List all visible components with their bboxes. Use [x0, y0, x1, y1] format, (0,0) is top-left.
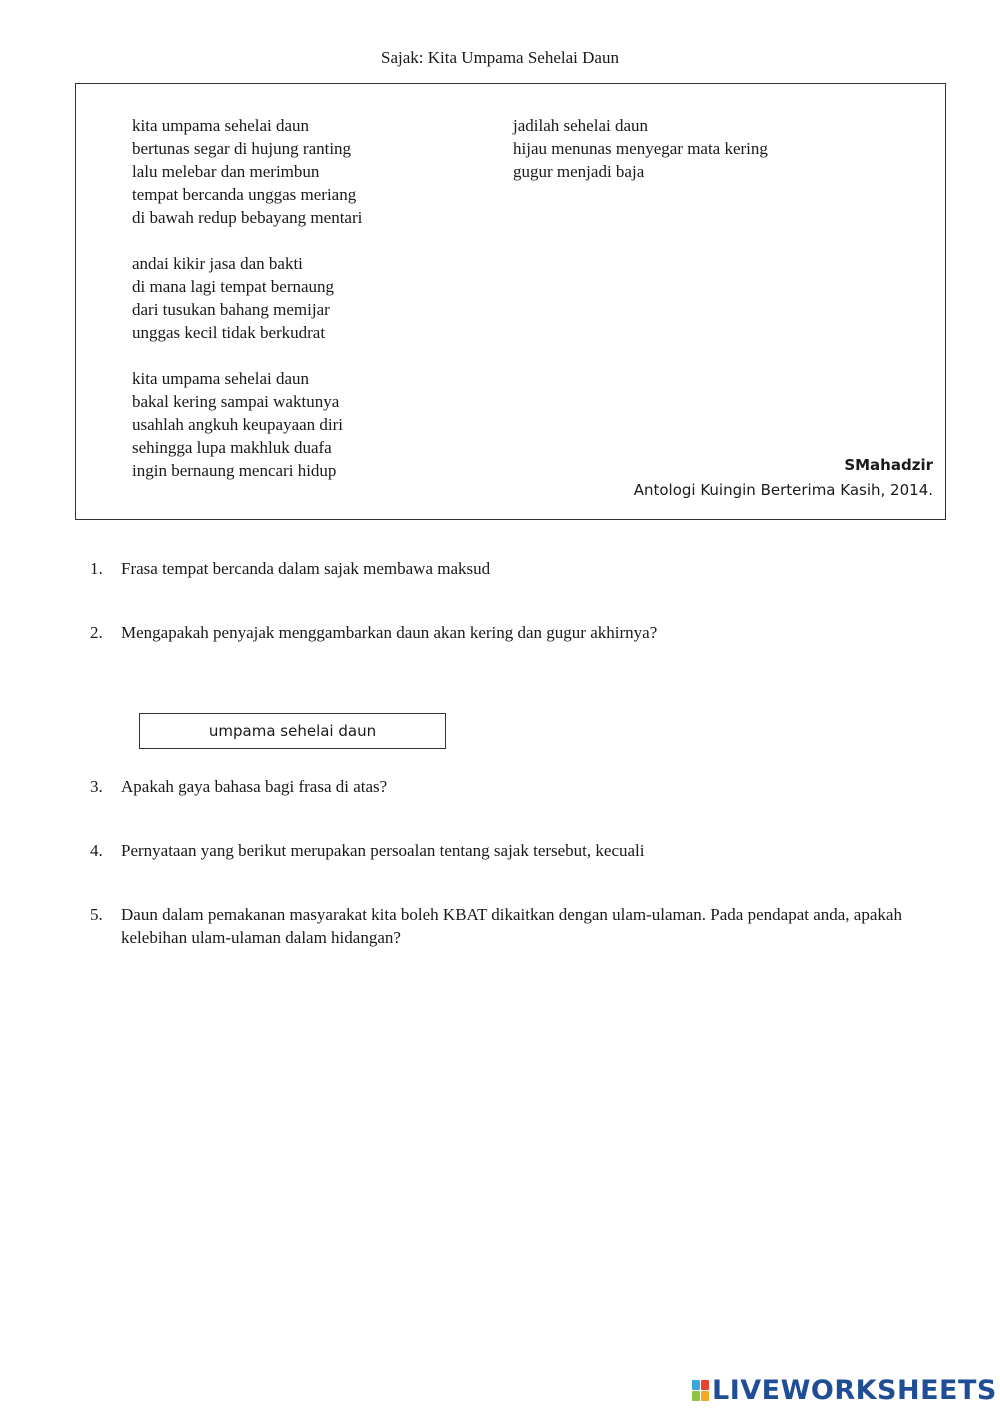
liveworksheets-logo [692, 1374, 997, 1406]
poem-line: dari tusukan bahang memijar [132, 300, 330, 319]
poem-source: Antologi Kuingin Berterima Kasih, 2014. [633, 481, 933, 499]
question-3 [90, 775, 930, 798]
question-4 [90, 839, 930, 862]
poem-line: bertunas segar di hujung ranting [132, 139, 352, 158]
poem-line: usahlah angkuh keupayaan diri [132, 415, 344, 434]
poem-left-column [132, 114, 362, 505]
poem-line: kita umpama sehelai daun [132, 369, 310, 388]
question-text: Mengapakah penyajak menggambarkan daun akan kering dan gugur akhirnya? [121, 623, 658, 642]
poem-line: unggas kecil tidak berkudrat [132, 323, 326, 342]
poem-line: sehingga lupa makhluk duafa [132, 438, 332, 457]
question-text: Frasa tempat bercanda dalam sajak membawa maksud [121, 559, 491, 578]
poem-line: di mana lagi tempat bernaung [132, 277, 335, 296]
poem-stanza-1 [132, 114, 362, 229]
question-1 [90, 557, 930, 580]
poem-stanza-4 [513, 114, 768, 183]
worksheet-title: Sajak: Kita Umpama Sehelai Daun [381, 48, 619, 67]
poem-stanza-3 [132, 367, 362, 482]
poem-line: hijau menunas menyegar mata kering [513, 139, 768, 158]
question-5 [90, 903, 930, 949]
question-number: 4. [90, 841, 103, 860]
poem-line: ingin bernaung mencari hidup [132, 461, 337, 480]
question-text: Pernyataan yang berikut merupakan persoalan tentang sajak tersebut, kecuali [121, 841, 645, 860]
question-number: 2. [90, 623, 103, 642]
poem-line: di bawah redup bebayang mentari [132, 208, 363, 227]
poem-line: kita umpama sehelai daun [132, 116, 310, 135]
poem-author: SMahadzir [844, 456, 933, 474]
phrase-box: umpama sehelai daun [139, 713, 446, 749]
question-number: 5. [90, 905, 103, 924]
poem-line: jadilah sehelai daun [513, 116, 649, 135]
poem-right-column [513, 114, 768, 206]
poem-line: gugur menjadi baja [513, 162, 645, 181]
poem-stanza-2 [132, 252, 362, 344]
question-text: Daun dalam pemakanan masyarakat kita boleh KBAT dikaitkan dengan ulam-ulaman. Pada pendapat anda, apakah kelebihan ulam-ulaman dalam hidangan? [121, 905, 902, 947]
question-2 [90, 621, 930, 644]
poem-line: andai kikir jasa dan bakti [132, 254, 303, 273]
question-number: 1. [90, 559, 103, 578]
question-text: Apakah gaya bahasa bagi frasa di atas? [121, 777, 388, 796]
poem-line: lalu melebar dan merimbun [132, 162, 320, 181]
poem-line: tempat bercanda unggas meriang [132, 185, 357, 204]
liveworksheets-mark-icon [692, 1380, 709, 1401]
poem-line: bakal kering sampai waktunya [132, 392, 340, 411]
poem-box [75, 83, 946, 520]
question-number: 3. [90, 777, 103, 796]
logo-text: LIVEWORKSHEETS [712, 1374, 997, 1406]
